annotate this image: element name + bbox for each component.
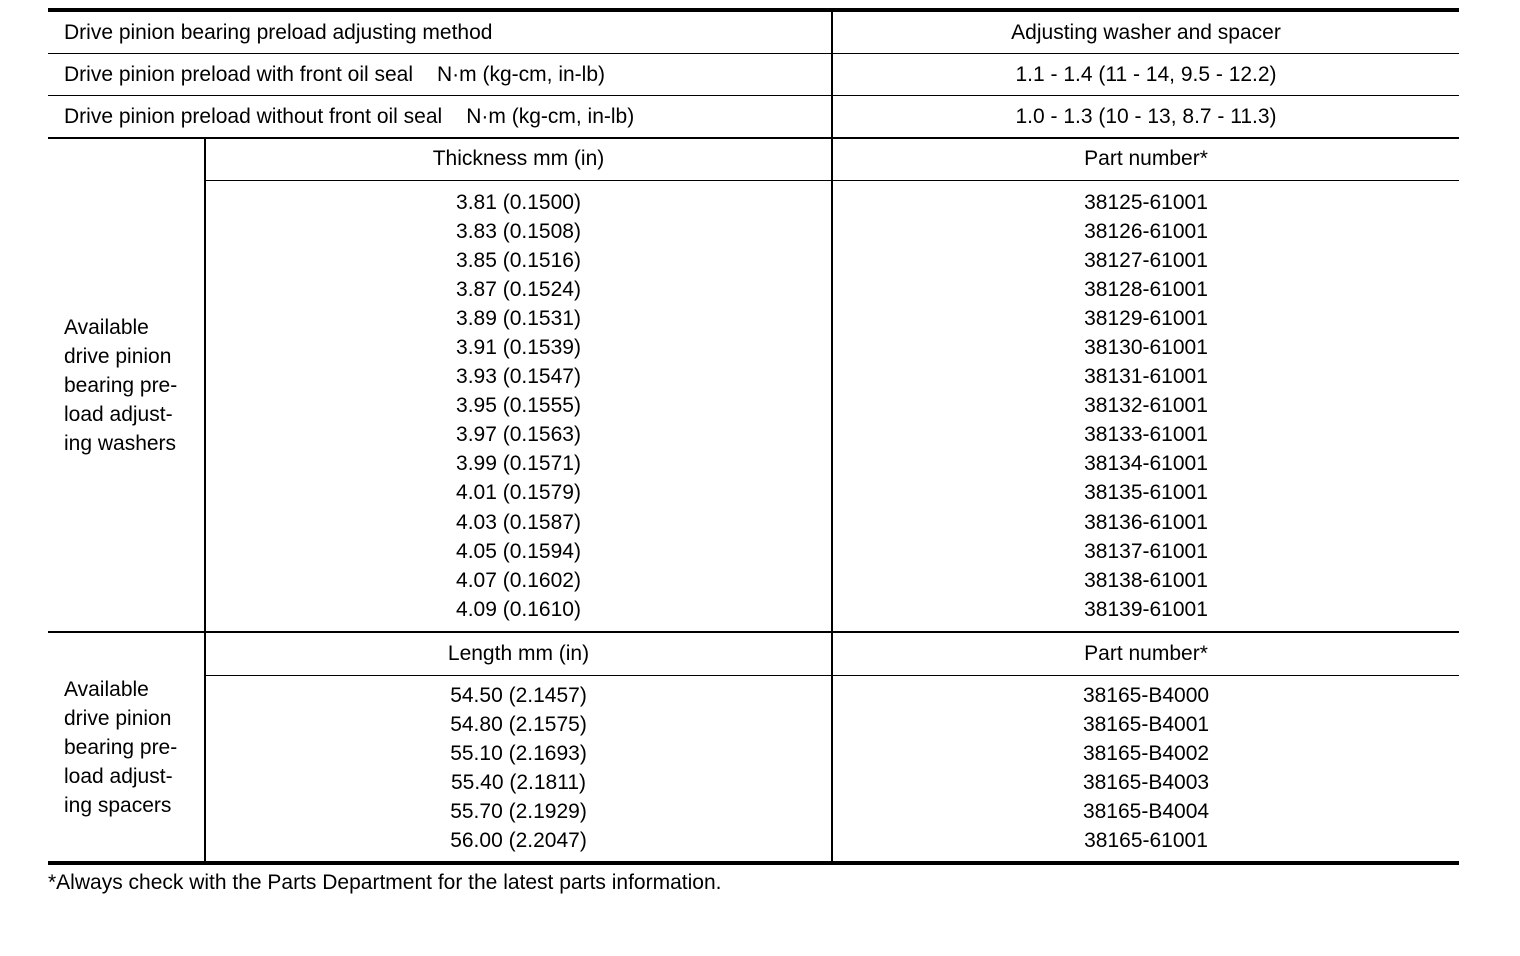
washer-part-number: 38128-61001: [1084, 277, 1208, 301]
washer-thickness: 4.03 (0.1587): [456, 510, 581, 534]
washer-thickness: 3.95 (0.1555): [456, 394, 581, 418]
washer-thickness: 4.09 (0.1610): [456, 597, 581, 621]
spacers-label-line: bearing pre-: [64, 735, 178, 759]
spacer-length: 55.70 (2.1929): [450, 800, 587, 824]
washer-part-number: 38130-61001: [1084, 336, 1208, 360]
washer-part-number: 38135-61001: [1084, 481, 1208, 505]
washer-thickness: 3.87 (0.1524): [456, 277, 581, 301]
washers-header-row: [48, 138, 1459, 180]
spacers-label-line: drive pinion: [64, 706, 172, 730]
spacers-part-header: [832, 632, 1459, 675]
spacers-label-line: load adjust-: [64, 764, 173, 788]
method-value-cell: [832, 10, 1459, 54]
spacers-header-row: [48, 632, 1459, 675]
preload-without-seal-value-cell: [832, 96, 1459, 139]
spacer-length: 55.40 (2.1811): [450, 771, 587, 795]
spacer-part-number: 38165-B4002: [1082, 742, 1210, 766]
washers-thickness-list: [205, 180, 832, 632]
spacer-part-number: 38165-B4001: [1082, 713, 1210, 737]
spacer-length: 54.50 (2.1457): [450, 683, 587, 707]
washer-thickness: 3.81 (0.1500): [456, 190, 581, 214]
spacers-length-list: [205, 675, 832, 863]
washer-part-number: 38139-61001: [1084, 597, 1208, 621]
washer-part-number: 38127-61001: [1084, 248, 1208, 272]
spacers-label-line: Available: [64, 677, 149, 701]
washers-group-label: [48, 138, 205, 632]
washer-part-number: 38137-61001: [1084, 539, 1208, 563]
washer-part-number: 38138-61001: [1084, 568, 1208, 592]
washer-part-number: 38129-61001: [1084, 306, 1208, 330]
preload-with-seal-value-cell: [832, 54, 1459, 96]
preload-without-seal-label: Drive pinion preload without front oil seal: [64, 104, 443, 128]
spacer-length: 55.10 (2.1693): [450, 742, 587, 766]
washer-part-number: 38132-61001: [1084, 394, 1208, 418]
preload-with-seal-unit: N·m (kg-cm, in-lb): [437, 62, 606, 86]
spec-row-method: [48, 10, 1459, 54]
washer-part-number: 38131-61001: [1084, 365, 1208, 389]
washer-thickness: 3.97 (0.1563): [456, 423, 581, 447]
spacers-part-header-text: Part number*: [1084, 641, 1208, 665]
method-label: Drive pinion bearing preload adjusting method: [64, 20, 493, 44]
washers-label-line: load adjust-: [64, 402, 173, 426]
spacers-part-list: [832, 675, 1459, 863]
preload-with-seal-label-cell: [48, 54, 832, 96]
washer-thickness: 3.99 (0.1571): [456, 452, 581, 476]
washer-thickness: 4.05 (0.1594): [456, 539, 581, 563]
thickness-header-text: Thickness mm (in): [432, 147, 605, 171]
spec-table: [48, 8, 1459, 865]
washers-data-row: [48, 180, 1459, 632]
washers-thickness-header: [205, 138, 832, 180]
spacers-label-line: ing spacers: [64, 793, 172, 817]
preload-without-seal-unit: N·m (kg-cm, in-lb): [466, 104, 635, 128]
washer-thickness: 3.93 (0.1547): [456, 365, 581, 389]
washers-label-line: drive pinion: [64, 344, 172, 368]
spec-row-preload-without-seal: [48, 96, 1459, 139]
washers-part-header-text: Part number*: [1084, 147, 1208, 171]
spacer-length: 54.80 (2.1575): [450, 713, 587, 737]
washer-part-number: 38133-61001: [1084, 423, 1208, 447]
washer-thickness: 3.85 (0.1516): [456, 248, 581, 272]
preload-with-seal-value: 1.1 - 1.4 (11 - 14, 9.5 - 12.2): [1015, 62, 1277, 86]
method-value: Adjusting washer and spacer: [1011, 20, 1281, 44]
preload-without-seal-label-cell: [48, 96, 832, 139]
washer-part-number: 38125-61001: [1084, 190, 1208, 214]
washer-part-number: 38134-61001: [1084, 452, 1208, 476]
spacer-length: 56.00 (2.2047): [450, 829, 587, 853]
spacers-group-label: [48, 632, 205, 863]
spacer-part-number: 38165-B4003: [1082, 771, 1210, 795]
spacers-length-header: [205, 632, 832, 675]
spec-row-preload-with-seal: [48, 54, 1459, 96]
washers-part-header: [832, 138, 1459, 180]
spacer-part-number: 38165-61001: [1084, 829, 1208, 853]
washers-label-line: bearing pre-: [64, 373, 178, 397]
washer-thickness: 4.01 (0.1579): [456, 481, 581, 505]
length-header-text: Length mm (in): [447, 641, 590, 665]
preload-without-seal-value: 1.0 - 1.3 (10 - 13, 8.7 - 11.3): [1015, 104, 1277, 128]
washer-part-number: 38136-61001: [1084, 510, 1208, 534]
washer-thickness: 3.83 (0.1508): [456, 219, 581, 243]
washer-thickness: 4.07 (0.1602): [456, 568, 581, 592]
footnote: *Always check with the Parts Department for the latest parts information.: [48, 871, 722, 894]
washer-thickness: 3.91 (0.1539): [456, 336, 581, 360]
washers-part-list: [832, 180, 1459, 632]
washers-label-line: ing washers: [64, 431, 177, 455]
washer-thickness: 3.89 (0.1531): [456, 306, 581, 330]
spacer-part-number: 38165-B4000: [1082, 683, 1210, 707]
spacer-part-number: 38165-B4004: [1082, 800, 1210, 824]
washers-label-line: Available: [64, 315, 149, 339]
preload-with-seal-label: Drive pinion preload with front oil seal: [64, 62, 414, 86]
method-label-cell: [48, 10, 832, 54]
spacers-data-row: [48, 675, 1459, 863]
washer-part-number: 38126-61001: [1084, 219, 1208, 243]
